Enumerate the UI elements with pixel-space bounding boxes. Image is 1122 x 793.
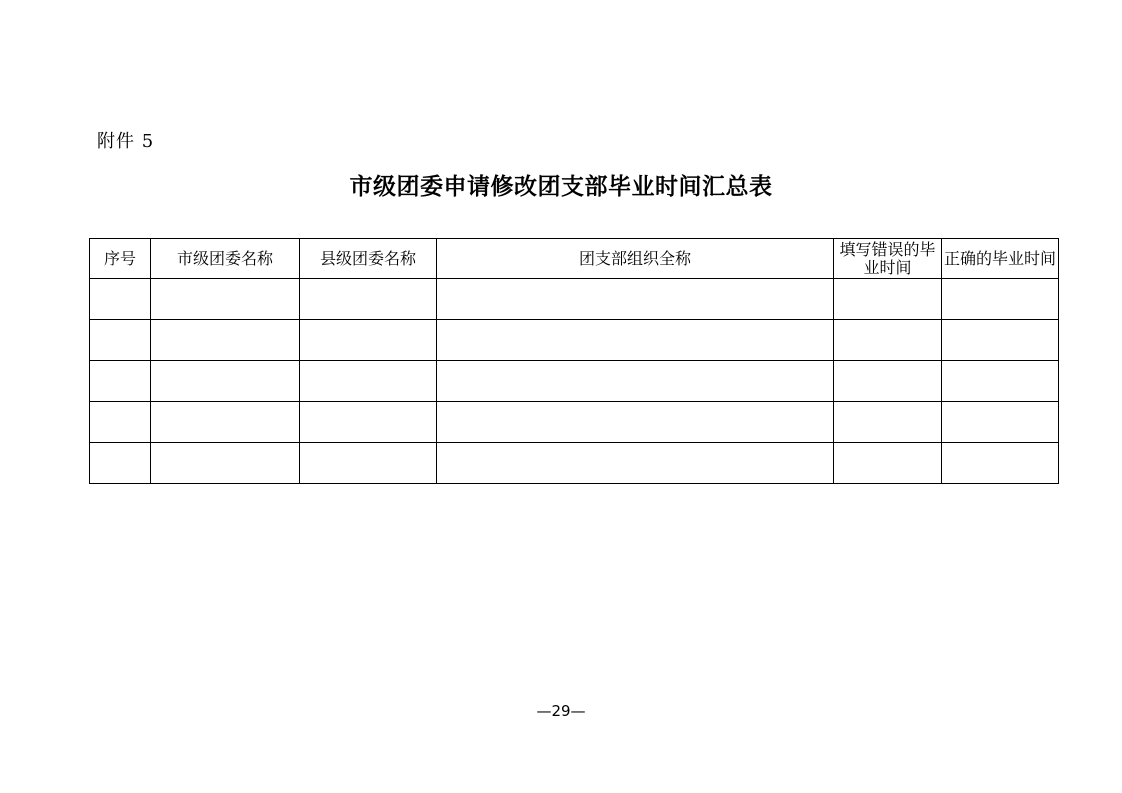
header-correct-graduation-time: 正确的毕业时间	[942, 239, 1059, 279]
document-title: 市级团委申请修改团支部毕业时间汇总表	[349, 173, 773, 200]
table-cell	[437, 320, 834, 361]
header-serial-number: 序号	[90, 239, 151, 279]
table-cell	[437, 443, 834, 484]
table-cell	[300, 279, 437, 320]
table-cell	[300, 361, 437, 402]
summary-table	[89, 238, 1059, 484]
table-cell	[437, 279, 834, 320]
page-number: —29—	[536, 702, 586, 720]
table-cell	[90, 402, 151, 443]
table-cell	[151, 402, 300, 443]
table-cell	[942, 320, 1059, 361]
table-cell	[90, 279, 151, 320]
header-wrong-graduation-time: 填写错误的毕业时间	[834, 239, 942, 279]
table-cell	[300, 443, 437, 484]
table-cell	[90, 320, 151, 361]
table-row	[90, 361, 1059, 402]
table-cell	[834, 279, 942, 320]
table-cell	[90, 361, 151, 402]
table-cell	[300, 320, 437, 361]
table-cell	[437, 361, 834, 402]
table-cell	[942, 279, 1059, 320]
table-cell	[942, 443, 1059, 484]
table-cell	[90, 443, 151, 484]
table-cell	[834, 361, 942, 402]
table-cell	[834, 320, 942, 361]
attachment-label: 附件 5	[97, 131, 155, 152]
table-cell	[151, 361, 300, 402]
table-cell	[300, 402, 437, 443]
table-row	[90, 279, 1059, 320]
table-cell	[151, 320, 300, 361]
table-header-row	[90, 239, 1059, 279]
table-row	[90, 320, 1059, 361]
header-city-league-committee: 市级团委名称	[151, 239, 300, 279]
table-cell	[942, 361, 1059, 402]
table-row	[90, 402, 1059, 443]
table-cell	[834, 443, 942, 484]
table-cell	[151, 443, 300, 484]
table-cell	[437, 402, 834, 443]
table-row	[90, 443, 1059, 484]
header-branch-full-name: 团支部组织全称	[437, 239, 834, 279]
table-cell	[834, 402, 942, 443]
table-cell	[151, 279, 300, 320]
table-cell	[942, 402, 1059, 443]
header-county-league-committee: 县级团委名称	[300, 239, 437, 279]
